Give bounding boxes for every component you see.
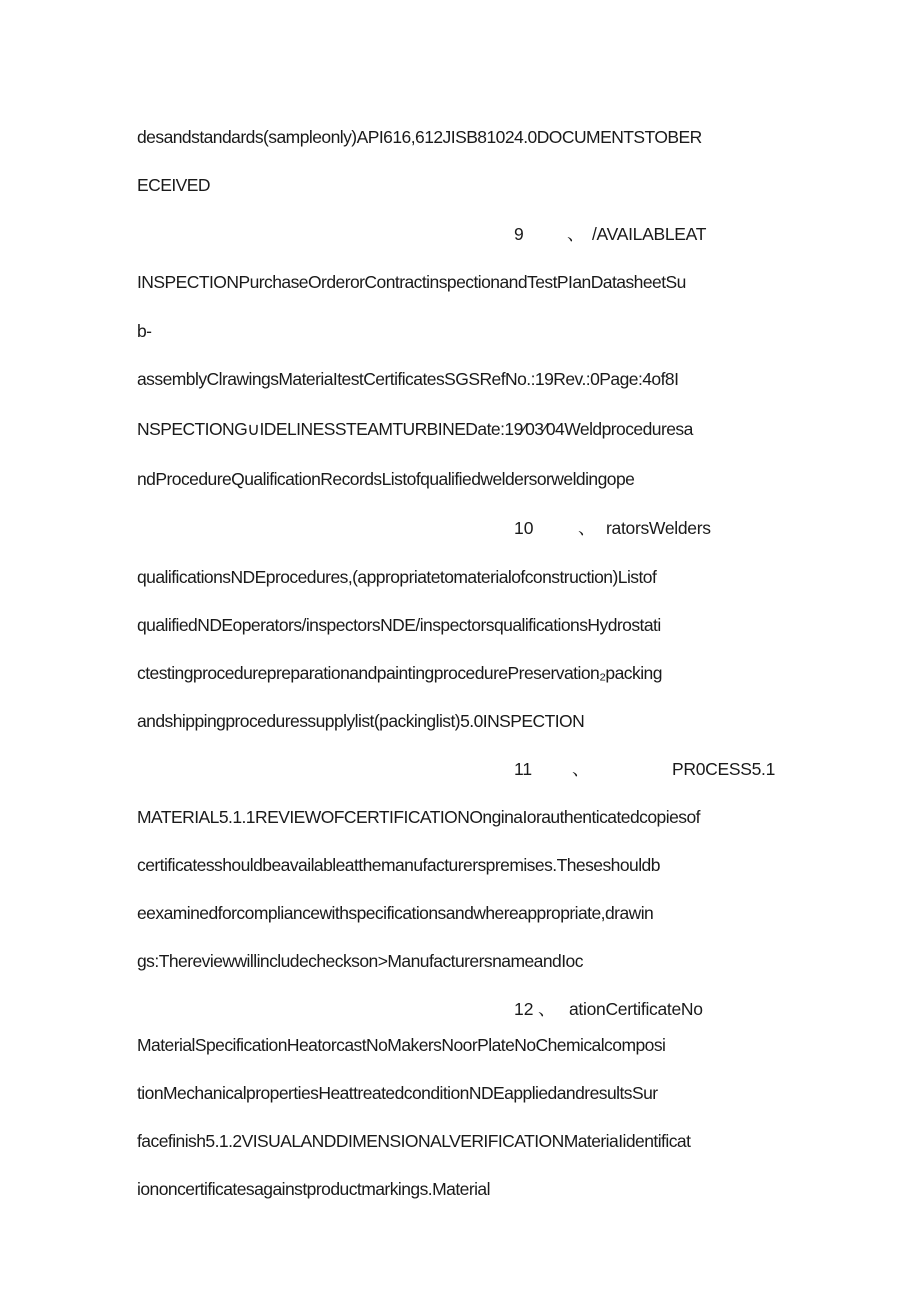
text-line: tionMechanicalpropertiesHeattreatedconditionNDEappliedandresultsSur [137, 1083, 658, 1103]
text-line: MaterialSpecificationHeatorcastNoMakersNoorPlateNoChemicalcomposi [137, 1035, 666, 1055]
text-line: b- [137, 321, 152, 341]
text-line: INSPECTIONPurchaseOrderorContractinspectionandTestPIanDatasheetSu [137, 272, 686, 292]
text-line: MATERIAL5.1.1REVIEWOFCERTIFICATIONOnginaIorauthenticatedcopiesof [137, 807, 700, 827]
item-text: PR0CESS5.1 [672, 759, 776, 779]
item-separator: 、 [572, 759, 590, 779]
text-line: certificatesshouldbeavailableatthemanufacturerspremises.Theseshouldb [137, 855, 660, 875]
text-line: ctestingprocedurepreparationandpaintingprocedurePreservation₂packing [137, 663, 662, 683]
text-line: qualificationsNDEprocedures,(appropriatetomaterialofconstruction)Listof [137, 567, 657, 587]
item-text: ationCertificateNo [569, 999, 703, 1019]
text-line: desandstandards(sampleonly)API616,612JISB81024.0DOCUMENTSTOBER [137, 127, 702, 147]
item-separator: 、 [538, 999, 556, 1019]
text-line: ECEIVED [137, 175, 210, 195]
item-text: /AVAILABLEAT [592, 224, 707, 244]
text-line: facefinish5.1.2VISUALANDDIMENSIONALVERIFICATIONMateriaIidentificat [137, 1131, 691, 1151]
text-line: gs:Thereviewwillincludecheckson>ManufacturersnameandIoc [137, 951, 583, 971]
text-line: andshippingproceduressupplylist(packinglist)5.0INSPECTION [137, 711, 585, 731]
text-line: assemblyClrawingsMateriaItestCertificatesSGSRefNo.:19Rev.:0Page:4of8I [137, 369, 679, 389]
item-separator: 、 [578, 518, 596, 538]
item-text: ratorsWelders [606, 518, 711, 538]
text-line: ndProcedureQualificationRecordsListofqualifiedweldersorweldingope [137, 469, 635, 489]
text-line: NSPECTIONG∪IDELINESSTEAMTURBINEDate:19⁄03⁄04Weldproceduresa [137, 419, 693, 439]
item-separator: 、 [567, 224, 585, 244]
text-line: iononcertificatesagainstproductmarkings.Material [137, 1179, 490, 1199]
text-line: qualifiedNDEoperators/inspectorsNDE/inspectorsqualificationsHydrostati [137, 615, 661, 635]
text-line: eexaminedforcompliancewithspecificationsandwhereappropriate,drawin [137, 903, 654, 923]
item-number: 9 [514, 224, 524, 244]
item-number: 12 [514, 999, 534, 1019]
item-number: 11 [514, 759, 533, 779]
item-number: 10 [514, 518, 534, 538]
